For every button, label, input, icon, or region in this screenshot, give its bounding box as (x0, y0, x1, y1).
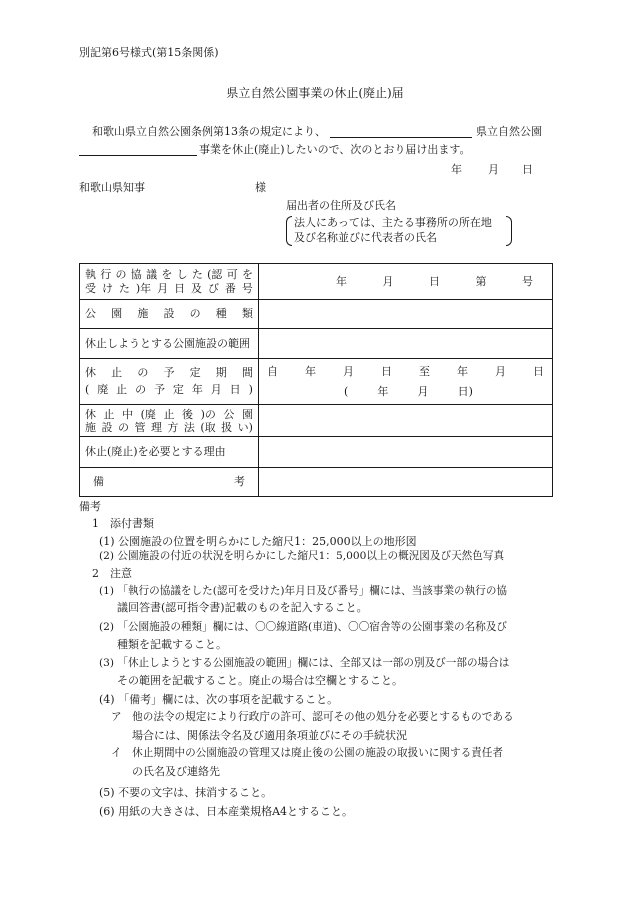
approval-date-label-line2: 受 け た )年 月 日 及 び 番 号 (85, 281, 253, 295)
bracket-right (506, 216, 512, 246)
management-method-value[interactable] (259, 405, 553, 437)
period-from-to: 自 年 月 日 至 年 月 日 (267, 364, 544, 378)
corporation-note (286, 216, 512, 246)
notes-heading: 備考 (79, 500, 101, 513)
statement-prefix: 和歌山県立自然公園条例第13条の規定により、 (92, 125, 326, 138)
caution-2-line1: (2) 「公園施設の種類」欄には、〇〇線道路(車道)、〇〇宿舎等の公園事業の名称及び (99, 621, 508, 633)
honorific: 様 (255, 181, 266, 194)
caution-1-line2: 議回答書(認可指令書)記載のものを記入すること。 (117, 601, 368, 614)
caution-1-line1: (1) 「執行の協議をした(認可を受けた)年月日及び番号」欄には、当該事業の執行の協 (99, 585, 508, 597)
corporation-note-line2: 及び名称並びに代表者の氏名 (294, 231, 437, 244)
suspension-period-label: 休 止 の 予 定 期 間 ( 廃 止 の 予 定 年 月 日 ) (80, 358, 259, 404)
table-row (80, 405, 553, 437)
statement-park-suffix: 県立自然公園 (476, 125, 542, 138)
statement-line2: 事業を休止(廃止)したいので、次のとおり届け出ます。 (199, 143, 471, 156)
table-row (80, 467, 553, 496)
remarks-label: 備 考 (80, 467, 259, 496)
form-number: 別記第6号様式(第15条関係) (79, 46, 219, 59)
caution-3-line1: (3) 「休止しようとする公園施設の範囲」欄には、全部又は一部の別及び一部の場合は (99, 657, 510, 669)
date-year: 年 (451, 163, 462, 176)
caution-4: (4) 「備考」欄には、次の事項を記載すること。 (99, 693, 339, 706)
caution-4a-line1: ア 他の法令の規定により行政庁の許可、認可その他の処分を必要とするものである (111, 711, 514, 723)
suspension-scope-label: 休止しようとする公園施設の範囲 (80, 328, 259, 358)
addressee: 和歌山県知事 (79, 181, 145, 194)
table-row (80, 264, 553, 300)
attachment-item: (2) 公園施設の付近の状況を明らかにした縮尺1：5,000以上の概況図及び天然色写真 (99, 550, 505, 562)
facility-type-label: 公 園 施 設 の 種 類 (80, 300, 259, 328)
corporation-note-line1: 法人にあっては、主たる事務所の所在地 (294, 216, 492, 229)
abolition-date: ( 年 月 日) (344, 384, 473, 398)
caution-5: (5) 不要の文字は、抹消すること。 (99, 786, 273, 799)
form-title: 県立自然公園事業の休止(廃止)届 (226, 86, 404, 100)
table-row (80, 328, 553, 358)
attachment-item: (1) 公園施設の位置を明らかにした縮尺1：25,000以上の地形図 (99, 535, 417, 548)
reason-value[interactable] (259, 437, 553, 467)
approval-date-label (80, 264, 259, 300)
submitter-label: 届出者の住所及び氏名 (286, 199, 396, 212)
table-row (80, 437, 553, 467)
approval-date-label-line1: 執 行 の 協 議 を し た (認 可 を (85, 268, 253, 282)
caution-6: (6) 用紙の大きさは、日本産業規格A4とすること。 (99, 805, 354, 818)
suspension-period-value[interactable] (259, 358, 553, 404)
table-row (80, 300, 553, 328)
project-name-blank[interactable] (79, 155, 197, 156)
attachments-title: 1 添付書類 (92, 517, 154, 530)
table-row (80, 358, 553, 404)
park-name-blank[interactable] (330, 137, 472, 138)
cautions-title: 2 注意 (92, 567, 132, 580)
notification-table (79, 263, 553, 497)
reason-label: 休止(廃止)を必要とする理由 (80, 437, 259, 467)
date-day: 日 (522, 163, 533, 176)
caution-2-line2: 種類を記載すること。 (117, 638, 227, 651)
remarks-value[interactable] (259, 467, 553, 496)
bracket-left (286, 216, 292, 246)
suspension-scope-value[interactable] (259, 328, 553, 358)
management-method-label: 休 止 中 (廃 止 後 )の 公 園 施 設 の 管 理 方 法 (取 扱 い) (80, 405, 259, 437)
approval-date-value[interactable]: 年 月 日 第 号 (259, 264, 553, 300)
caution-4b-line1: イ 休止期間中の公園施設の管理又は廃止後の公園の施設の取扱いに関する責任者 (111, 747, 503, 759)
caution-3-line2: その範囲を記載すること。廃止の場合は空欄とすること。 (117, 674, 403, 687)
caution-4b-line2: の氏名及び連絡先 (132, 765, 220, 778)
date-month: 月 (488, 163, 499, 176)
caution-4a-line2: 場合には、関係法令名及び適用条項並びにその手続状況 (132, 729, 407, 742)
facility-type-value[interactable] (259, 300, 553, 328)
